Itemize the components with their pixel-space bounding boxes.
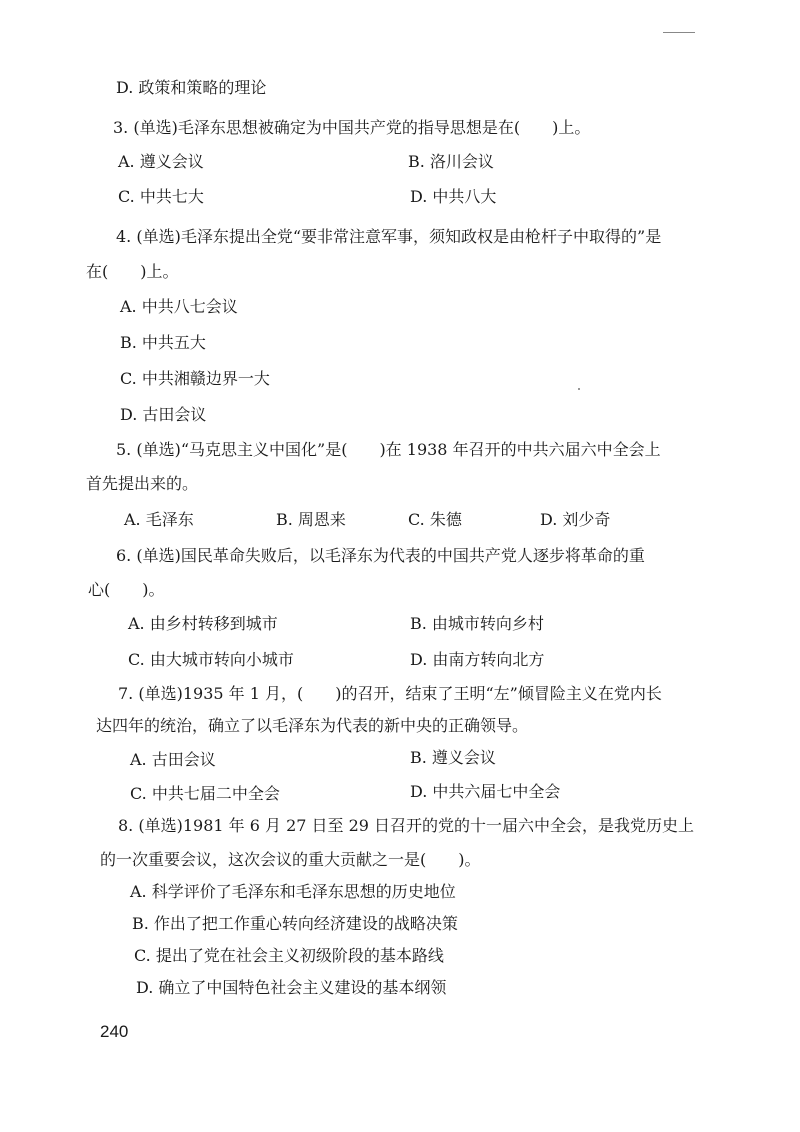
q7-option-c: C. 中共七届二中全会 [130, 784, 280, 803]
q4-stem-line1: 4. (单选)毛泽东提出全党“要非常注意军事，须知政权是由枪杆子中取得的”是 [116, 227, 662, 246]
q2-option-d: D. 政策和策略的理论 [116, 78, 267, 97]
q4-option-c: C. 中共湘赣边界一大 [120, 369, 270, 388]
q4-option-b: B. 中共五大 [120, 333, 206, 352]
q8-stem-line1: 8. (单选)1981 年 6 月 27 日至 29 日召开的党的十一届六中全会，是我党历史上 [118, 816, 695, 835]
q6-option-a: A. 由乡村转移到城市 [128, 614, 278, 633]
header-rule [663, 32, 695, 33]
q7-option-d: D. 中共六届七中全会 [410, 782, 561, 801]
q7-stem-line1: 7. (单选)1935 年 1 月，( )的召开，结束了王明“左”倾冒险主义在党内长 [118, 684, 662, 703]
q5-stem-line2: 首先提出来的。 [86, 474, 199, 493]
q8-option-d: D. 确立了中国特色社会主义建设的基本纲领 [136, 978, 447, 997]
q5-option-c: C. 朱德 [408, 510, 462, 529]
q4-option-a: A. 中共八七会议 [120, 297, 238, 316]
q4-stem-line2: 在( )上。 [86, 262, 179, 281]
q6-option-c: C. 由大城市转向小城市 [128, 650, 294, 669]
q6-stem-line2: 心( )。 [88, 580, 165, 599]
q7-option-b: B. 遵义会议 [410, 748, 496, 767]
q8-option-b: B. 作出了把工作重心转向经济建设的战略决策 [132, 914, 458, 933]
q8-option-c: C. 提出了党在社会主义初级阶段的基本路线 [134, 946, 444, 965]
q3-option-b: B. 洛川会议 [408, 152, 494, 171]
q7-stem-line2: 达四年的统治，确立了以毛泽东为代表的新中央的正确领导。 [96, 716, 529, 735]
q7-option-a: A. 古田会议 [130, 750, 216, 769]
q3-option-d: D. 中共八大 [410, 187, 497, 206]
q6-stem-line1: 6. (单选)国民革命失败后，以毛泽东为代表的中国共产党人逐步将革命的重 [116, 546, 645, 565]
q8-stem-line2: 的一次重要会议，这次会议的重大贡献之一是( )。 [100, 850, 481, 869]
q8-option-a: A. 科学评价了毛泽东和毛泽东思想的历史地位 [130, 882, 456, 901]
q5-option-d: D. 刘少奇 [540, 510, 611, 529]
q3-stem: 3. (单选)毛泽东思想被确定为中国共产党的指导思想是在( )上。 [113, 118, 591, 137]
q5-option-b: B. 周恩来 [276, 510, 346, 529]
q6-option-b: B. 由城市转向乡村 [410, 614, 544, 633]
q6-option-d: D. 由南方转向北方 [410, 650, 545, 669]
scan-speck [578, 388, 580, 390]
q5-stem-line1: 5. (单选)“马克思主义中国化”是( )在 1938 年召开的中共六届六中全会上 [116, 440, 661, 459]
q5-option-a: A. 毛泽东 [124, 510, 194, 529]
q4-option-d: D. 古田会议 [120, 405, 207, 424]
page-number: 240 [100, 1022, 129, 1041]
q3-option-c: C. 中共七大 [118, 187, 204, 206]
q3-option-a: A. 遵义会议 [118, 152, 204, 171]
